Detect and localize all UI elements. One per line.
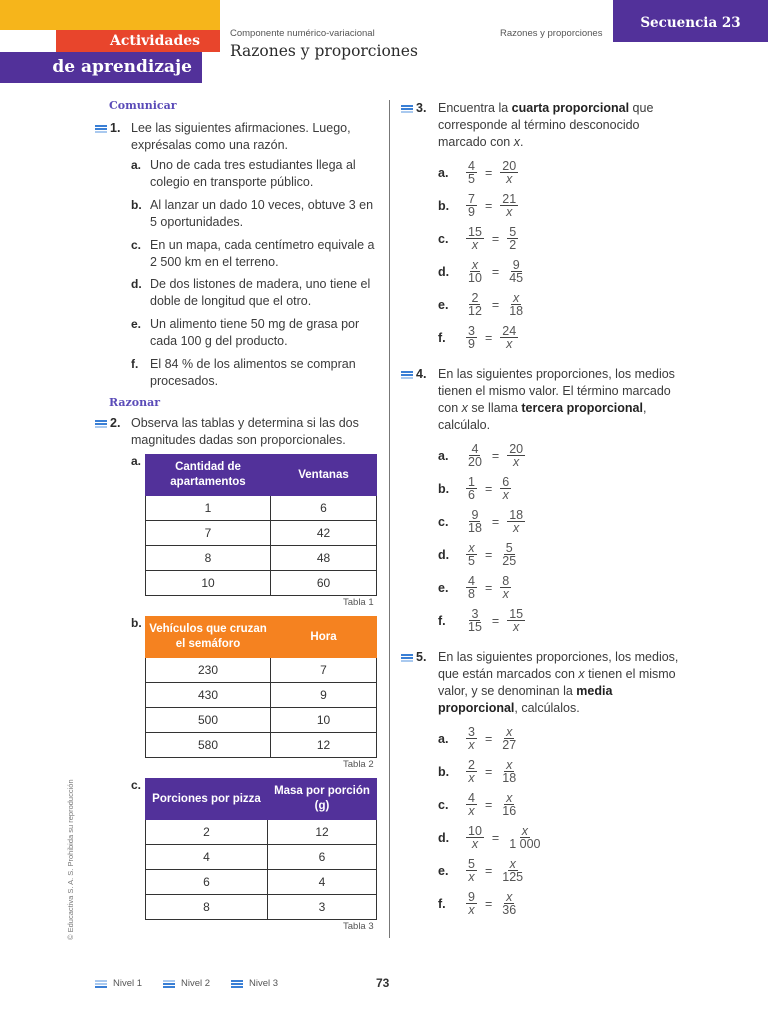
numerator: 18 xyxy=(509,508,524,522)
level-2-icon xyxy=(163,980,175,988)
fraction xyxy=(507,825,542,850)
fraction xyxy=(500,476,511,501)
proportion-label: d. xyxy=(438,264,450,279)
equals-sign: = xyxy=(491,514,500,529)
table-row xyxy=(146,895,377,920)
proportion-item xyxy=(438,325,520,350)
table-cell: 60 xyxy=(271,571,377,596)
proportion-label: a. xyxy=(438,448,449,463)
q3-keyword: cuarta proporcional xyxy=(511,101,630,115)
denominator: x xyxy=(468,903,475,917)
equals-sign: = xyxy=(484,198,493,213)
fraction xyxy=(500,160,518,185)
table-3-header-2: Masa por porción (g) xyxy=(268,779,377,820)
q4-text-part: se llama xyxy=(467,401,522,415)
denominator: 16 xyxy=(502,804,517,818)
table-cell: 230 xyxy=(146,658,271,683)
proportion-item xyxy=(438,443,527,468)
fraction xyxy=(466,476,477,501)
fraction xyxy=(500,726,518,751)
column-divider xyxy=(389,100,390,938)
denominator: x xyxy=(468,804,475,818)
fraction xyxy=(466,509,484,534)
fraction xyxy=(500,193,518,218)
numerator: x xyxy=(506,890,513,904)
numerator: 2 xyxy=(468,758,475,772)
proportion-label: a. xyxy=(438,731,449,746)
section-communicate: Comunicar xyxy=(109,99,177,112)
denominator: x xyxy=(506,172,513,186)
denominator: x xyxy=(502,587,509,601)
denominator: 5 xyxy=(468,172,475,186)
numerator: 3 xyxy=(468,324,475,338)
table-2 xyxy=(145,616,377,758)
denominator: x xyxy=(513,455,520,469)
denominator: 18 xyxy=(502,771,517,785)
level-3-icon xyxy=(231,980,243,988)
fraction xyxy=(466,759,477,784)
numerator: 2 xyxy=(471,291,479,305)
numerator: 10 xyxy=(468,824,482,838)
table-row xyxy=(146,870,377,895)
q3-text-part: . xyxy=(519,135,524,149)
table-cell: 12 xyxy=(271,733,377,758)
q3-variable: x xyxy=(513,135,520,149)
table-cell: 10 xyxy=(146,571,271,596)
header-activities-label: Actividades xyxy=(56,30,220,52)
denominator: x xyxy=(513,521,520,535)
fraction xyxy=(466,792,477,817)
denominator: x xyxy=(502,488,509,502)
q3-number: 3. xyxy=(416,101,427,115)
q4-text-part: , calcúlalo. xyxy=(438,401,647,432)
q1-item-label: d. xyxy=(131,277,142,291)
proportion-label: e. xyxy=(438,863,449,878)
equals-sign: = xyxy=(491,830,500,845)
fraction xyxy=(500,575,511,600)
denominator: 15 xyxy=(468,620,482,634)
fraction xyxy=(507,509,525,534)
proportion-label: e. xyxy=(438,580,449,595)
proportion-label: b. xyxy=(438,198,450,213)
fraction xyxy=(500,542,518,567)
numerator: x xyxy=(513,291,520,305)
numerator: 3 xyxy=(471,607,479,621)
denominator: 27 xyxy=(502,738,517,752)
denominator: 12 xyxy=(468,304,482,318)
table-cell: 580 xyxy=(146,733,271,758)
table-cell: 6 xyxy=(146,870,268,895)
denominator: x xyxy=(468,738,475,752)
denominator: x xyxy=(471,238,479,252)
q3-text-part: que corresponde al término desconocido marcado con xyxy=(438,101,654,149)
table-cell: 2 xyxy=(146,820,268,845)
proportion-item xyxy=(438,259,527,284)
denominator: 2 xyxy=(509,238,517,252)
fraction xyxy=(500,858,525,883)
proportion-item xyxy=(438,542,520,567)
denominator: 125 xyxy=(502,870,524,884)
fraction xyxy=(466,292,484,317)
q1-item-label: b. xyxy=(131,198,142,212)
proportion-label: e. xyxy=(438,297,449,312)
proportion-item xyxy=(438,509,527,534)
fraction xyxy=(507,259,525,284)
q1-item-text: Un alimento tiene 50 mg de grasa por cada 100 g del producto. xyxy=(150,317,360,348)
fraction xyxy=(507,292,525,317)
table-row xyxy=(146,496,377,521)
proportion-label: a. xyxy=(438,165,449,180)
proportion-item xyxy=(438,825,545,850)
denominator: 25 xyxy=(502,554,517,568)
table-2-header-2: Hora xyxy=(271,617,377,658)
proportion-item xyxy=(438,891,520,916)
table-1-header-1: Cantidad de apartamentos xyxy=(146,455,271,496)
denominator: 9 xyxy=(468,205,475,219)
denominator: x xyxy=(513,620,520,634)
table-cell: 48 xyxy=(271,546,377,571)
table-cell: 42 xyxy=(271,521,377,546)
proportion-item xyxy=(438,226,520,251)
numerator: 1 xyxy=(468,475,475,489)
numerator: 9 xyxy=(471,508,479,522)
table-cell: 7 xyxy=(271,658,377,683)
fraction xyxy=(500,891,518,916)
fraction xyxy=(466,891,477,916)
numerator: 24 xyxy=(502,324,517,338)
numerator: 5 xyxy=(505,541,513,555)
proportion-item xyxy=(438,792,520,817)
fraction xyxy=(466,726,477,751)
q2-number: 2. xyxy=(110,416,121,430)
numerator: 4 xyxy=(471,442,479,456)
fraction xyxy=(466,193,477,218)
equals-sign: = xyxy=(484,481,493,496)
q2-text: Observa las tablas y determina si las dos magnitudes dadas son proporcionales. xyxy=(131,416,359,447)
table-row xyxy=(146,683,377,708)
table-row xyxy=(146,845,377,870)
table-a-label: a. xyxy=(131,454,142,468)
table-cell: 8 xyxy=(146,895,268,920)
footer-level-3: Nivel 3 xyxy=(249,978,279,989)
q4-text xyxy=(438,366,683,434)
proportion-item xyxy=(438,575,513,600)
q4-keyword: tercera proporcional xyxy=(521,401,643,415)
page-number: 73 xyxy=(376,976,390,990)
equals-sign: = xyxy=(491,231,500,246)
table-cell: 7 xyxy=(146,521,271,546)
q1-item-text: De dos listones de madera, uno tiene el doble de longitud que el otro. xyxy=(150,277,371,308)
q4-number: 4. xyxy=(416,367,427,381)
fraction xyxy=(507,443,525,468)
proportion-item xyxy=(438,608,527,633)
table-cell: 6 xyxy=(271,496,377,521)
table-row xyxy=(146,708,377,733)
proportion-label: c. xyxy=(438,231,449,246)
table-2-header-1: Vehículos que cruzan el semáforo xyxy=(146,617,271,658)
equals-sign: = xyxy=(484,580,493,595)
proportion-item xyxy=(438,858,527,883)
numerator: 15 xyxy=(509,607,524,621)
equals-sign: = xyxy=(484,330,493,345)
header-yellow-band xyxy=(0,0,220,30)
q1-item-label: a. xyxy=(131,158,142,172)
table-cell: 10 xyxy=(271,708,377,733)
level-2-icon xyxy=(95,420,107,428)
level-2-icon xyxy=(401,105,413,113)
numerator: x xyxy=(509,857,516,871)
proportion-label: c. xyxy=(438,514,449,529)
fraction xyxy=(466,226,484,251)
denominator: x xyxy=(471,837,479,851)
sequence-badge: Secuencia 23 xyxy=(613,0,768,42)
equals-sign: = xyxy=(491,613,500,628)
table-cell: 9 xyxy=(271,683,377,708)
equals-sign: = xyxy=(484,547,493,562)
table-row xyxy=(146,546,377,571)
table-cell: 430 xyxy=(146,683,271,708)
page-title: Razones y proporciones xyxy=(230,42,418,60)
proportion-item xyxy=(438,476,513,501)
footer-level-2: Nivel 2 xyxy=(181,978,211,989)
equals-sign: = xyxy=(491,448,500,463)
denominator: 45 xyxy=(509,271,524,285)
numerator: x xyxy=(506,791,513,805)
numerator: 4 xyxy=(468,574,475,588)
table-row xyxy=(146,733,377,758)
q5-text xyxy=(438,649,683,717)
table-b-label: b. xyxy=(131,616,142,630)
numerator: 9 xyxy=(512,258,520,272)
equals-sign: = xyxy=(484,764,493,779)
proportion-item xyxy=(438,726,520,751)
table-row xyxy=(146,658,377,683)
denominator: 20 xyxy=(468,455,482,469)
proportion-label: d. xyxy=(438,547,450,562)
denominator: 36 xyxy=(502,903,517,917)
table-row xyxy=(146,571,377,596)
table-3-header-1: Porciones por pizza xyxy=(146,779,268,820)
q1-item-text: El 84 % de los alimentos se compran procesados. xyxy=(150,357,356,388)
numerator: 8 xyxy=(502,574,510,588)
numerator: 4 xyxy=(468,791,475,805)
proportion-label: b. xyxy=(438,481,450,496)
fraction xyxy=(466,160,477,185)
fraction xyxy=(500,759,518,784)
footer-level-1: Nivel 1 xyxy=(113,978,143,989)
copyright-note: © Educactiva S. A. S. Prohibida su reproducción xyxy=(66,779,75,940)
numerator: 4 xyxy=(468,159,475,173)
q1-number: 1. xyxy=(110,121,121,135)
fraction xyxy=(466,608,484,633)
proportion-label: b. xyxy=(438,764,450,779)
fraction xyxy=(500,325,518,350)
proportion-label: c. xyxy=(438,797,449,812)
equals-sign: = xyxy=(484,896,493,911)
numerator: 3 xyxy=(468,725,475,739)
proportion-label: d. xyxy=(438,830,450,845)
numerator: 6 xyxy=(502,475,510,489)
q1-item-text: Al lanzar un dado 10 veces, obtuve 3 en 5 oportunidades. xyxy=(150,198,374,229)
numerator: x xyxy=(471,258,479,272)
fraction xyxy=(466,825,484,850)
table-cell: 1 xyxy=(146,496,271,521)
q1-item-text: En un mapa, cada centímetro equivale a 2 500 km en el terreno. xyxy=(150,238,375,269)
numerator: 5 xyxy=(509,225,517,239)
q5-text-part: tienen el mismo valor, y se denominan la xyxy=(438,667,676,698)
denominator: 9 xyxy=(468,337,475,351)
table-3-caption: Tabla 3 xyxy=(343,921,374,932)
denominator: 8 xyxy=(468,587,475,601)
numerator: x xyxy=(468,541,475,555)
fraction xyxy=(466,575,477,600)
q3-text-part: Encuentra la xyxy=(438,101,512,115)
proportion-label: f. xyxy=(438,330,446,345)
level-2-icon xyxy=(401,371,413,379)
proportion-label: f. xyxy=(438,896,446,911)
q5-number: 5. xyxy=(416,650,427,664)
header-learning-label: de aprendizaje xyxy=(0,52,202,83)
fraction xyxy=(507,226,518,251)
equals-sign: = xyxy=(491,264,500,279)
q1-item-text: Uno de cada tres estudiantes llega al colegio en transporte público. xyxy=(150,158,356,189)
denominator: 18 xyxy=(509,304,524,318)
table-cell: 4 xyxy=(268,870,377,895)
equals-sign: = xyxy=(484,731,493,746)
denominator: x xyxy=(468,870,475,884)
proportion-item xyxy=(438,292,527,317)
table-2-caption: Tabla 2 xyxy=(343,759,374,770)
numerator: x xyxy=(521,824,528,838)
table-1-caption: Tabla 1 xyxy=(343,597,374,608)
q5-text-part: , calcúlalos. xyxy=(514,701,580,715)
equals-sign: = xyxy=(484,863,493,878)
table-cell: 8 xyxy=(146,546,271,571)
q1-text: Lee las siguientes afirmaciones. Luego, exprésalas como una razón. xyxy=(131,121,351,152)
header-running-title: Razones y proporciones xyxy=(500,28,603,39)
table-cell: 500 xyxy=(146,708,271,733)
fraction xyxy=(466,443,484,468)
fraction xyxy=(500,792,518,817)
denominator: 1 000 xyxy=(509,837,541,851)
level-2-icon xyxy=(401,654,413,662)
q5-variable: x xyxy=(578,667,585,681)
equals-sign: = xyxy=(484,797,493,812)
table-c-label: c. xyxy=(131,778,142,792)
table-1-header-2: Ventanas xyxy=(271,455,377,496)
numerator: 9 xyxy=(468,890,475,904)
numerator: x xyxy=(506,758,513,772)
table-cell: 3 xyxy=(268,895,377,920)
denominator: 10 xyxy=(468,271,482,285)
numerator: 7 xyxy=(468,192,475,206)
q1-item-label: f. xyxy=(131,357,139,371)
table-cell: 12 xyxy=(268,820,377,845)
proportion-item xyxy=(438,759,520,784)
q3-text xyxy=(438,100,668,151)
equals-sign: = xyxy=(491,297,500,312)
fraction xyxy=(466,542,477,567)
denominator: x xyxy=(506,205,513,219)
fraction xyxy=(466,259,484,284)
proportion-item xyxy=(438,193,520,218)
level-1-icon xyxy=(95,980,107,988)
table-1 xyxy=(145,454,377,596)
denominator: 18 xyxy=(468,521,482,535)
numerator: 20 xyxy=(509,442,524,456)
q4-text-part: En las siguientes proporciones, los medios tienen el mismo valor. El término marcado con xyxy=(438,367,675,415)
q5-keyword: media proporcional xyxy=(438,684,613,715)
q5-text-part: En las siguientes proporciones, los medios, que están marcados con xyxy=(438,650,679,681)
fraction xyxy=(466,325,477,350)
numerator: 21 xyxy=(502,192,517,206)
denominator: x xyxy=(506,337,513,351)
q4-variable: x xyxy=(461,401,468,415)
numerator: 20 xyxy=(502,159,517,173)
numerator: 15 xyxy=(468,225,482,239)
q1-item-label: e. xyxy=(131,317,142,331)
table-cell: 6 xyxy=(268,845,377,870)
table-3 xyxy=(145,778,377,920)
table-row xyxy=(146,820,377,845)
header-component: Componente numérico-variacional xyxy=(230,28,375,39)
level-2-icon xyxy=(95,125,107,133)
fraction xyxy=(507,608,525,633)
denominator: 6 xyxy=(468,488,475,502)
denominator: 5 xyxy=(468,554,475,568)
proportion-label: f. xyxy=(438,613,446,628)
numerator: x xyxy=(506,725,513,739)
numerator: 5 xyxy=(468,857,475,871)
equals-sign: = xyxy=(484,165,493,180)
denominator: x xyxy=(468,771,475,785)
section-reason: Razonar xyxy=(109,396,161,409)
q1-item-label: c. xyxy=(131,238,142,252)
table-row xyxy=(146,521,377,546)
fraction xyxy=(466,858,477,883)
proportion-item xyxy=(438,160,520,185)
table-cell: 4 xyxy=(146,845,268,870)
